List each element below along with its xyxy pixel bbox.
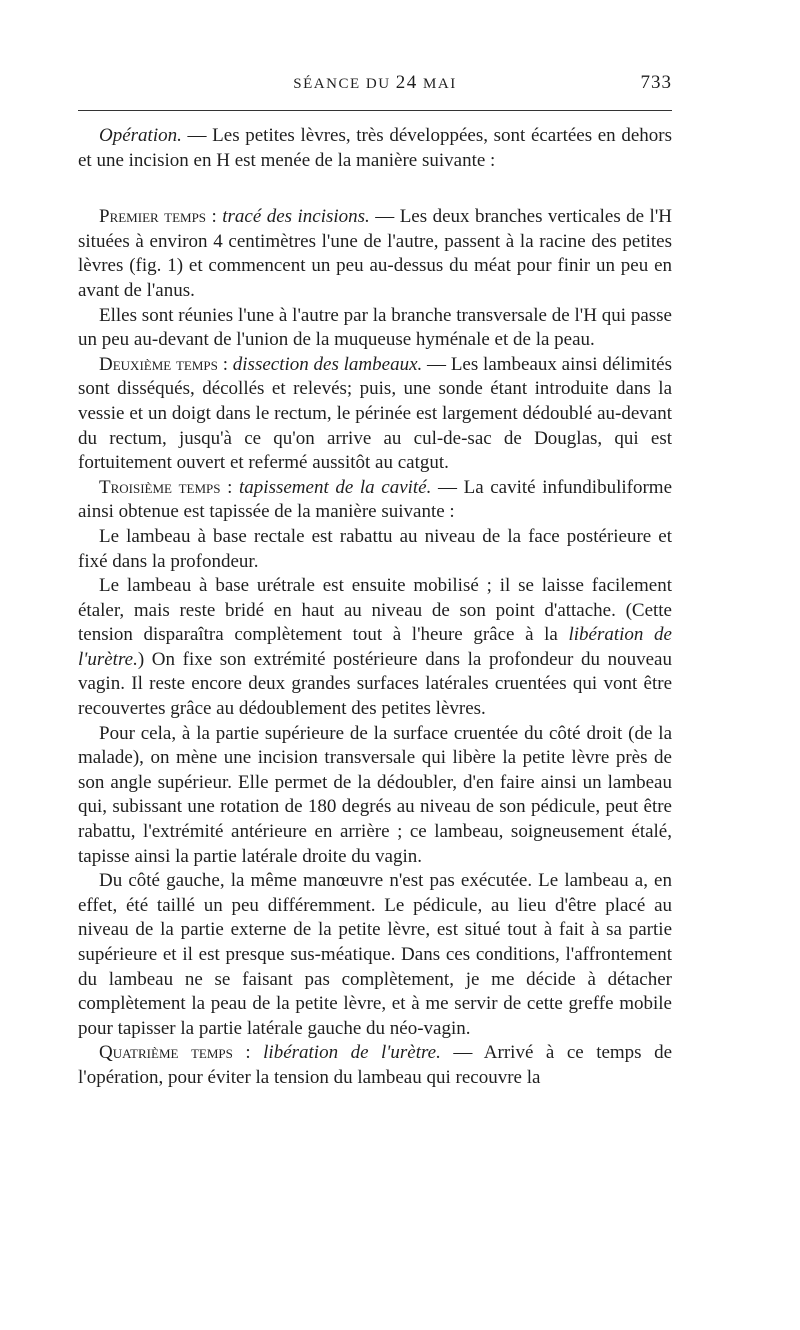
section-subtitle: libération de l'urètre.: [263, 1042, 441, 1064]
running-head: [78, 72, 672, 100]
running-title: [78, 72, 672, 94]
colon: :: [206, 206, 223, 228]
paragraph-text: Le lambeau à base urétrale est ensuite mobilisé ; il se laisse facilement étaler, mais reste bridé en haut au niveau de son point d'attache. (Cette tension disparaîtra complètement tout à l'heure grâce à la: [78, 575, 672, 646]
colon: :: [232, 1042, 264, 1064]
header-rule: [78, 110, 672, 111]
paragraph-cote-gauche: Du côté gauche, la même manœuvre n'est pas exécutée. Le lambeau a, en effet, été taillé un peu différemment. Le pédicule, au lieu d'être placé au niveau de la partie externe de la petite lèvre, est situé tout à fait à sa partie supérieure et il est presque sus-méatique. Dans ces conditions, l'affrontement du lambeau ne se faisant pas complètement, je me décide à détacher complètement la peau de la petite lèvre, et à me servir de cette greffe mobile pour tapisser la partie latérale gauche du néo-vagin.: [78, 870, 672, 1039]
operation-label: Opération.: [99, 125, 182, 146]
section-label: Premier temps: [99, 206, 207, 228]
paragraph-operation: [78, 124, 672, 173]
running-title-day: 24: [395, 72, 418, 93]
paragraph-text: ) On fixe son extrémité postérieure dans la profondeur du nouveau vagin. Il reste encore deux grandes surfaces latérales cruentées qui vont être recouvertes grâce au dédoublement des petites lèvres.: [78, 648, 672, 720]
section-subtitle: tracé des incisions.: [222, 206, 370, 228]
paragraph-branche-transversale: Elles sont réunies l'une à l'autre par la branche transversale de l'H qui passe un peu au-devant de l'union de la muqueuse hyménale et de la peau.: [78, 304, 672, 351]
paragraph-lambeau-uretrale: [78, 574, 672, 722]
running-title-part1: SÉANCE DU: [293, 76, 396, 92]
italic-phrase: libération de l'urètre.: [78, 624, 672, 670]
paragraph-lambeau-rectale: Le lambeau à base rectale est rabattu au niveau de la face postérieure et fixé dans la profondeur.: [78, 525, 672, 572]
paragraph-troisieme-temps: [78, 476, 672, 525]
colon: :: [217, 353, 233, 375]
paragraph-text: — Les lambeaux ainsi délimités sont disséqués, décollés et relevés; puis, une sonde étant introduite dans la vessie et un doigt dans le rectum, le périnée est largement dédoublé au-devant du rectum, jusqu'à ce qu'on arrive au cul-de-sac de Douglas, qui est fortuitement ouvert et refermé aussitôt au catgut.: [78, 353, 673, 474]
paragraph-premier-temps: [78, 205, 672, 303]
paragraph-text: — Les deux branches verticales de l'H situées à environ 4 centimètres l'une de l'autre, passent à la racine des petites lèvres (fig. 1) et commencent un peu au-dessus du méat pour finir un peu en avant de l'anus.: [78, 206, 672, 301]
paragraph-cote-droit: Pour cela, à la partie supérieure de la surface cruentée du côté droit (de la malade), on mène une incision transversale qui libère la petite lèvre près de son angle supérieur. Elle permet de la dédoubler, d'en faire ainsi un lambeau qui, subissant une rotation de 180 degrés au niveau de son pédicule, peut être rabattu, l'extrémité antérieure en arrière ; ce lambeau, soigneusement étalé, tapisse ainsi la partie latérale droite du vagin.: [78, 722, 672, 867]
page-number: 733: [640, 72, 672, 93]
section-subtitle: dissection des lambeaux.: [232, 353, 423, 375]
section-label: Troisième temps: [99, 476, 221, 498]
paragraph-text: — Arrivé à ce temps de l'opération, pour éviter la tension du lambeau qui recouvre la: [78, 1042, 673, 1088]
paragraph-quatrieme-temps: [78, 1041, 672, 1090]
section-label: Deuxième temps: [99, 353, 218, 375]
body-text: [78, 124, 672, 1091]
section-subtitle: tapissement de la cavité.: [239, 476, 432, 498]
running-title-part2: MAI: [417, 76, 457, 92]
paragraph-deuxieme-temps: [78, 353, 672, 476]
section-label: Quatrième temps: [99, 1042, 233, 1064]
paragraph-text: — La cavité infundibuliforme ainsi obtenue est tapissée de la manière suivante :: [78, 476, 673, 523]
paragraph-text: — Les petites lèvres, très développées, sont écartées en dehors et une incision en H est menée de la manière suivante :: [78, 125, 672, 171]
colon: :: [220, 476, 240, 498]
